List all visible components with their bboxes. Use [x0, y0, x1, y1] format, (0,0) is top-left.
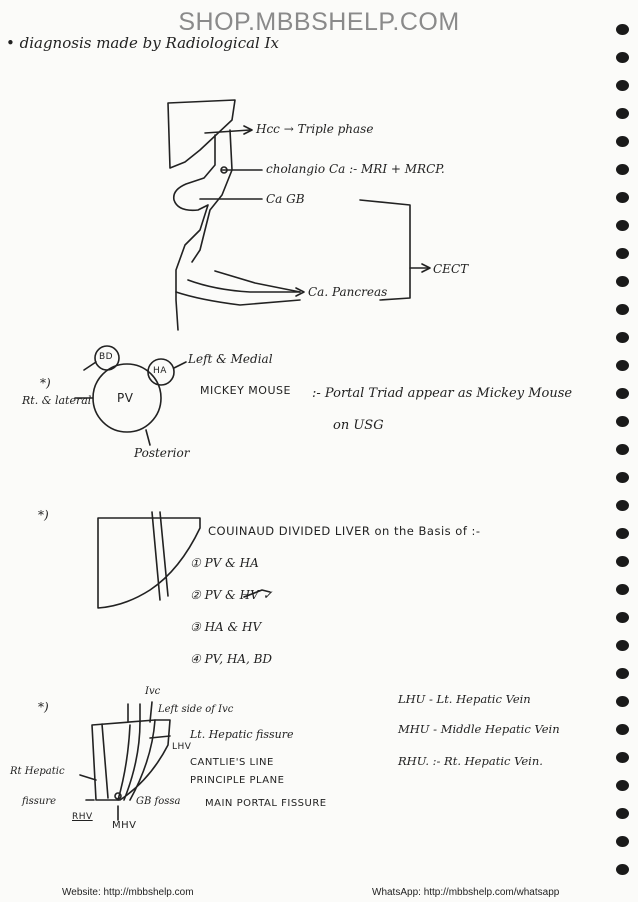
binding-hole — [616, 360, 629, 371]
legend-mhv: MHU - Middle Hepatic Vein — [398, 722, 560, 736]
cect-label: CECT — [433, 262, 469, 276]
bd-label: BD — [99, 352, 114, 362]
couinaud-label: COUINAUD DIVIDED LIVER on the Basis of :- — [208, 524, 481, 538]
couinaud-item-4: ④ PV, HA, BD — [190, 652, 273, 666]
binding-hole — [616, 556, 629, 567]
couinaud-item-3: ③ HA & HV — [190, 620, 262, 634]
mickey-mouse-label: MICKEY MOUSE — [200, 384, 291, 397]
gb-fossa-label: GB fossa — [136, 796, 181, 807]
binding-hole — [616, 24, 629, 35]
couinaud-liver — [98, 518, 200, 608]
lt-hepatic-fissure-label: Lt. Hepatic fissure — [190, 728, 294, 741]
pv-label: PV — [117, 391, 134, 405]
binding-hole — [616, 164, 629, 175]
binding-hole — [616, 836, 629, 847]
binding-hole — [616, 472, 629, 483]
cantlie-line-label: CANTLIE'S LINE — [190, 757, 274, 768]
ha-label: HA — [153, 366, 167, 376]
page-heading: • diagnosis made by Radiological Ix — [6, 34, 280, 52]
binding-hole — [616, 640, 629, 651]
hcc-arrow — [205, 130, 250, 133]
ivc-label: Ivc — [145, 686, 161, 697]
binding-hole — [616, 500, 629, 511]
binding-hole — [616, 724, 629, 735]
binding-hole — [616, 444, 629, 455]
left-side-ivc-label: Left side of Ivc — [158, 704, 234, 715]
mhv-label: MHV — [112, 820, 137, 831]
binding-hole — [616, 864, 629, 875]
pancreas-line-2 — [188, 280, 300, 292]
binding-hole — [616, 612, 629, 623]
couinaud-item-1: ① PV & HA — [190, 556, 259, 570]
left-medial-label: Left & Medial — [188, 352, 273, 366]
binding-hole — [616, 668, 629, 679]
binding-hole — [616, 248, 629, 259]
cholangio-label: cholangio Ca :- MRI + MRCP. — [266, 162, 445, 176]
section3-bullet: *) — [38, 508, 49, 522]
binding-hole — [616, 276, 629, 287]
binding-hole — [616, 584, 629, 595]
binding-hole — [616, 752, 629, 763]
binding-hole — [616, 80, 629, 91]
rt-hepatic-label: Rt Hepatic — [10, 766, 65, 777]
rt-lateral-label: Rt. & lateral — [22, 394, 92, 407]
ca-gb-label: Ca GB — [266, 192, 305, 206]
binding-hole — [616, 808, 629, 819]
binding-hole — [616, 136, 629, 147]
cantlie-liver — [92, 720, 170, 800]
binding-hole — [616, 696, 629, 707]
main-portal-fissure-label: MAIN PORTAL FISSURE — [205, 798, 327, 809]
pancreas-arrow — [215, 271, 300, 292]
pancreas-line — [176, 292, 300, 305]
duct-line-2 — [192, 130, 232, 262]
binding-hole — [616, 780, 629, 791]
rt-fissure-label: fissure — [22, 796, 57, 807]
spiral-binding — [608, 0, 638, 902]
binding-hole — [616, 52, 629, 63]
liver-outline — [168, 100, 235, 168]
binding-hole — [616, 416, 629, 427]
couinaud-item-2: ② PV & HV ✓ — [190, 588, 273, 602]
section4-bullet: *) — [38, 700, 49, 714]
binding-hole — [616, 220, 629, 231]
legend-lhv: LHU - Lt. Hepatic Vein — [398, 692, 531, 706]
section2-bullet: *) — [40, 376, 51, 390]
binding-hole — [616, 192, 629, 203]
posterior-label: Posterior — [134, 446, 190, 460]
binding-hole — [616, 304, 629, 315]
legend-rhv: RHU. :- Rt. Hepatic Vein. — [398, 754, 543, 768]
lhv-label: LHV — [172, 742, 192, 752]
principle-plane-label: PRINCIPLE PLANE — [190, 775, 285, 786]
mickey-text-line2: on USG — [333, 418, 384, 433]
hcc-label: Hcc → Triple phase — [256, 122, 374, 136]
binding-hole — [616, 528, 629, 539]
watermark: SHOP.MBBSHELP.COM — [178, 8, 460, 36]
binding-hole — [616, 388, 629, 399]
footer-whatsapp[interactable]: WhatsApp: http://mbbshelp.com/whatsapp — [372, 887, 560, 898]
ca-pancreas-label: Ca. Pancreas — [308, 285, 388, 299]
binding-hole — [616, 108, 629, 119]
mickey-text-line1: :- Portal Triad appear as Mickey Mouse — [312, 386, 573, 401]
footer-website[interactable]: Website: http://mbbshelp.com — [62, 887, 194, 898]
binding-hole — [616, 332, 629, 343]
rhv-label: RHV — [72, 812, 93, 822]
